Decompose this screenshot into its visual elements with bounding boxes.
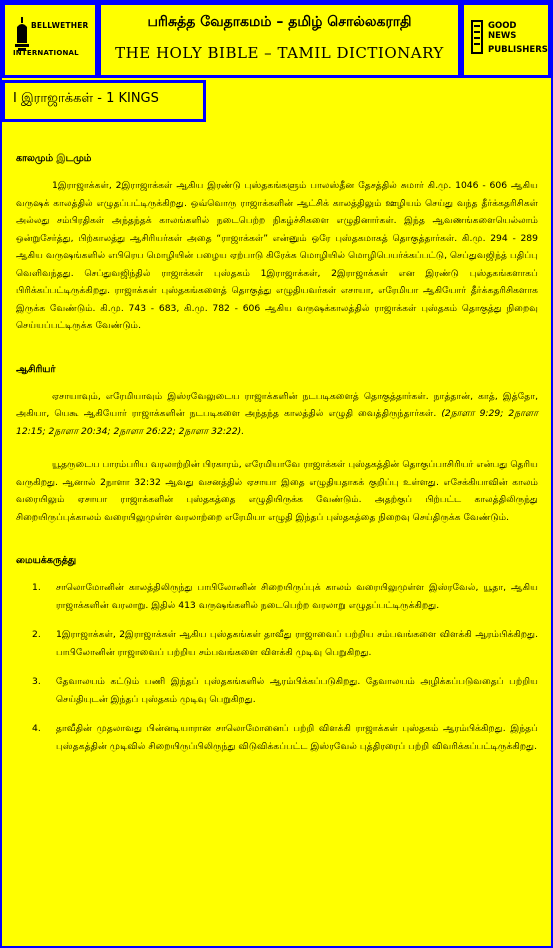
right-logo-line2: PUBLISHERS xyxy=(488,45,548,55)
author-references: (2நாளா 9:29; 2நாளா 12:15; 2நாளா 20:34; 2நாளா 26:22; 2நாளா 32:22). xyxy=(16,408,539,437)
bellwether-logo xyxy=(13,13,91,71)
left-logo-line1: BELLWETHER xyxy=(31,21,89,30)
list-item xyxy=(16,626,538,661)
list-number: 4. xyxy=(32,723,41,734)
list-item-text: 1இராஜாக்கள், 2இராஜாக்கள் ஆகிய புஸ்தகங்கள் தாவீது ராஜாவைப் பற்றிய சம்பவங்களை விளக்கி ஆரம்பிக்கிறது. பாபிலோனின் ராஜாவைப் பற்றிய சம்பவங்களை விளக்கி முடிவு பெறுகிறது. xyxy=(56,629,538,658)
list-item xyxy=(16,720,538,755)
title-english: THE HOLY BIBLE – TAMIL DICTIONARY xyxy=(115,44,444,62)
left-logo-box xyxy=(2,2,98,78)
list-number: 1. xyxy=(32,582,41,593)
list-item-text: சாலொமோனின் காலத்திலிருந்து பாபிலோனின் சிறையிருப்புக் காலம் வரையிலுமுள்ள இஸ்ரவேல், யூதா, ஆகிய ராஜாக்களின் வரலாறு. இதில் 413 வருஷங்களில் நடைபெற்ற வரலாறு எழுதப்பட்டிருக்கிறது. xyxy=(56,582,538,611)
right-logo-line1: GOOD NEWS xyxy=(488,21,517,41)
list-item-text: தாவீதின் முதலாவது பின்னடியாரான சாலொமோனைப் பற்றி விளக்கி ராஜாக்கள் புஸ்தகம் ஆரம்பிக்கிறது. இந்தப் புஸ்தகத்தின் முடிவில் சிறையிருப்பிலிருந்து விடுவிக்கப்பட்ட இஸ்ரவேல் புத்திரரைப் பற்றி விவரிக்கப்பட்டிருக்கிறது. xyxy=(56,723,538,752)
section-heading-time-place: காலமும் இடமும் xyxy=(16,153,92,164)
theme-list xyxy=(16,579,538,755)
title-tamil: பரிசுத்த வேதாகமம் – தமிழ் சொல்லகராதி xyxy=(147,14,412,30)
right-logo-box xyxy=(461,2,551,78)
book-icon xyxy=(470,19,484,55)
list-item xyxy=(16,673,538,708)
list-number: 3. xyxy=(32,676,41,687)
title-box xyxy=(98,2,461,78)
list-item xyxy=(16,579,538,614)
content xyxy=(16,150,538,767)
book-label-box xyxy=(2,80,206,122)
left-logo-line2: INTERNATIONAL xyxy=(13,49,79,57)
book-label: I இராஜாக்கள் - 1 KINGS xyxy=(13,91,159,106)
author-paragraph-1-text: ஏசாயாவும், எரேமியாவும் இஸ்ரவேலுடைய ராஜாக்களின் நடபடிகளைத் தொகுத்தார்கள். நாத்தான், காத், இத்தோ, அகியா, யெகூ ஆகியோர் ராஜாக்களின் நடபடிகளை அந்தந்த காலத்தில் எழுதி வைத்திருந்தார்கள். xyxy=(16,390,538,419)
list-item-text: தேவாலயம் கட்டும் பணி இந்தப் புஸ்தகங்களில் ஆரம்பிக்கப்படுகிறது. தேவாலயம் அழிக்கப்படுவதைப் பற்றிய செய்தியுடன் இந்தப் புஸ்தகம் முடிவு பெறுகிறது. xyxy=(56,676,538,705)
section-heading-theme: மையக்கருத்து xyxy=(16,555,77,566)
author-paragraph-2: யூதருடைய பாரம்பரிய வரலாற்றின் பிரகாரம், எரேமியாவே ராஜாக்கள் புஸ்தகத்தின் தொகுப்பாசிரியர் என்பது தெரிய வருகிறது. ஆனால் 2நாளா 32:32 ஆவது வசனத்தில் ஏசாயா இதை எழுதியதாகக் குறிப்பு உள்ளது. எசேக்கியாவின் காலம் வரையிலும் ஏசாயா ராஜாக்களின் புஸ்தகத்தை எழுதியிருக்க வேண்டும். அதற்குப் பிற்பட்ட காலத்திலிருந்து சிறையிருப்புக்காலம் வரையிலுமுள்ள வரலாற்றை எரேமியா எழுதி இந்தப் புஸ்தகத்தை நிறைவு செய்திருக்க வேண்டும். xyxy=(16,459,538,523)
section-heading-author: ஆசிரியர் xyxy=(16,363,56,375)
header xyxy=(2,2,551,76)
list-number: 2. xyxy=(32,629,41,640)
time-place-paragraph: 1இராஜாக்கள், 2இராஜாக்கள் ஆகிய இரண்டு புஸ்தகங்களும் பாலஸ்தீன தேசத்தில் சுமார் கி.மு. 1046 - 606 ஆகிய வருஷக் காலத்தில் எழுதப்பட்டிருக்கிறது. ஒவ்வொரு ராஜாக்களின் ஆட்சிக் காலத்திலும் ஊழியம் செய்து வந்த தீர்க்கதரிசிகள் அல்லது சம்பிரதிகள் அந்தந்தக் காலங்களில் நடைபெற்ற நிகழ்ச்சிகளை எழுதினார்கள். இந்த ஆவணங்களையெல்லாம் ஒன்றுசேர்த்து, பிற்காலத்து ஆசிரியர்கள் அதை “ராஜாக்கள்” என்னும் ஒரே புஸ்தகமாகத் தொகுத்தார்கள். கி.மு. 294 - 289 ஆகிய வருஷங்களில் எபிரெய மொழியின் பழைய ஏற்பாடு கிரேக்க மொழியில் மொழிபெயர்க்கப்பட்டு, செப்துவஜிந்த் பதிப்பு வெளிவந்தது. செப்துவஜிந்தில் ராஜாக்கள் புஸ்தகம் 1இராஜாக்கள், 2இராஜாக்கள் என இரண்டு புஸ்தகங்களாகப் பிரிக்கப்பட்டிருக்கிறது. ராஜாக்கள் புஸ்தகங்களைத் தொகுத்து எழுதியவர்கள் எசாயா, எரேமியா ஆகியோர் தீர்க்கதரிசிகளாக இருக்க வேண்டும். கி.மு. 743 - 683, கி.மு. 782 - 606 ஆகிய வருஷக்காலத்தில் ராஜாக்கள் புஸ்தகம் தொகுத்து நிறைவு செய்யப்பட்டிருக்க வேண்டும். xyxy=(16,180,538,331)
bell-icon xyxy=(15,17,29,53)
author-paragraph-1 xyxy=(16,388,538,441)
good-news-logo xyxy=(468,11,546,71)
